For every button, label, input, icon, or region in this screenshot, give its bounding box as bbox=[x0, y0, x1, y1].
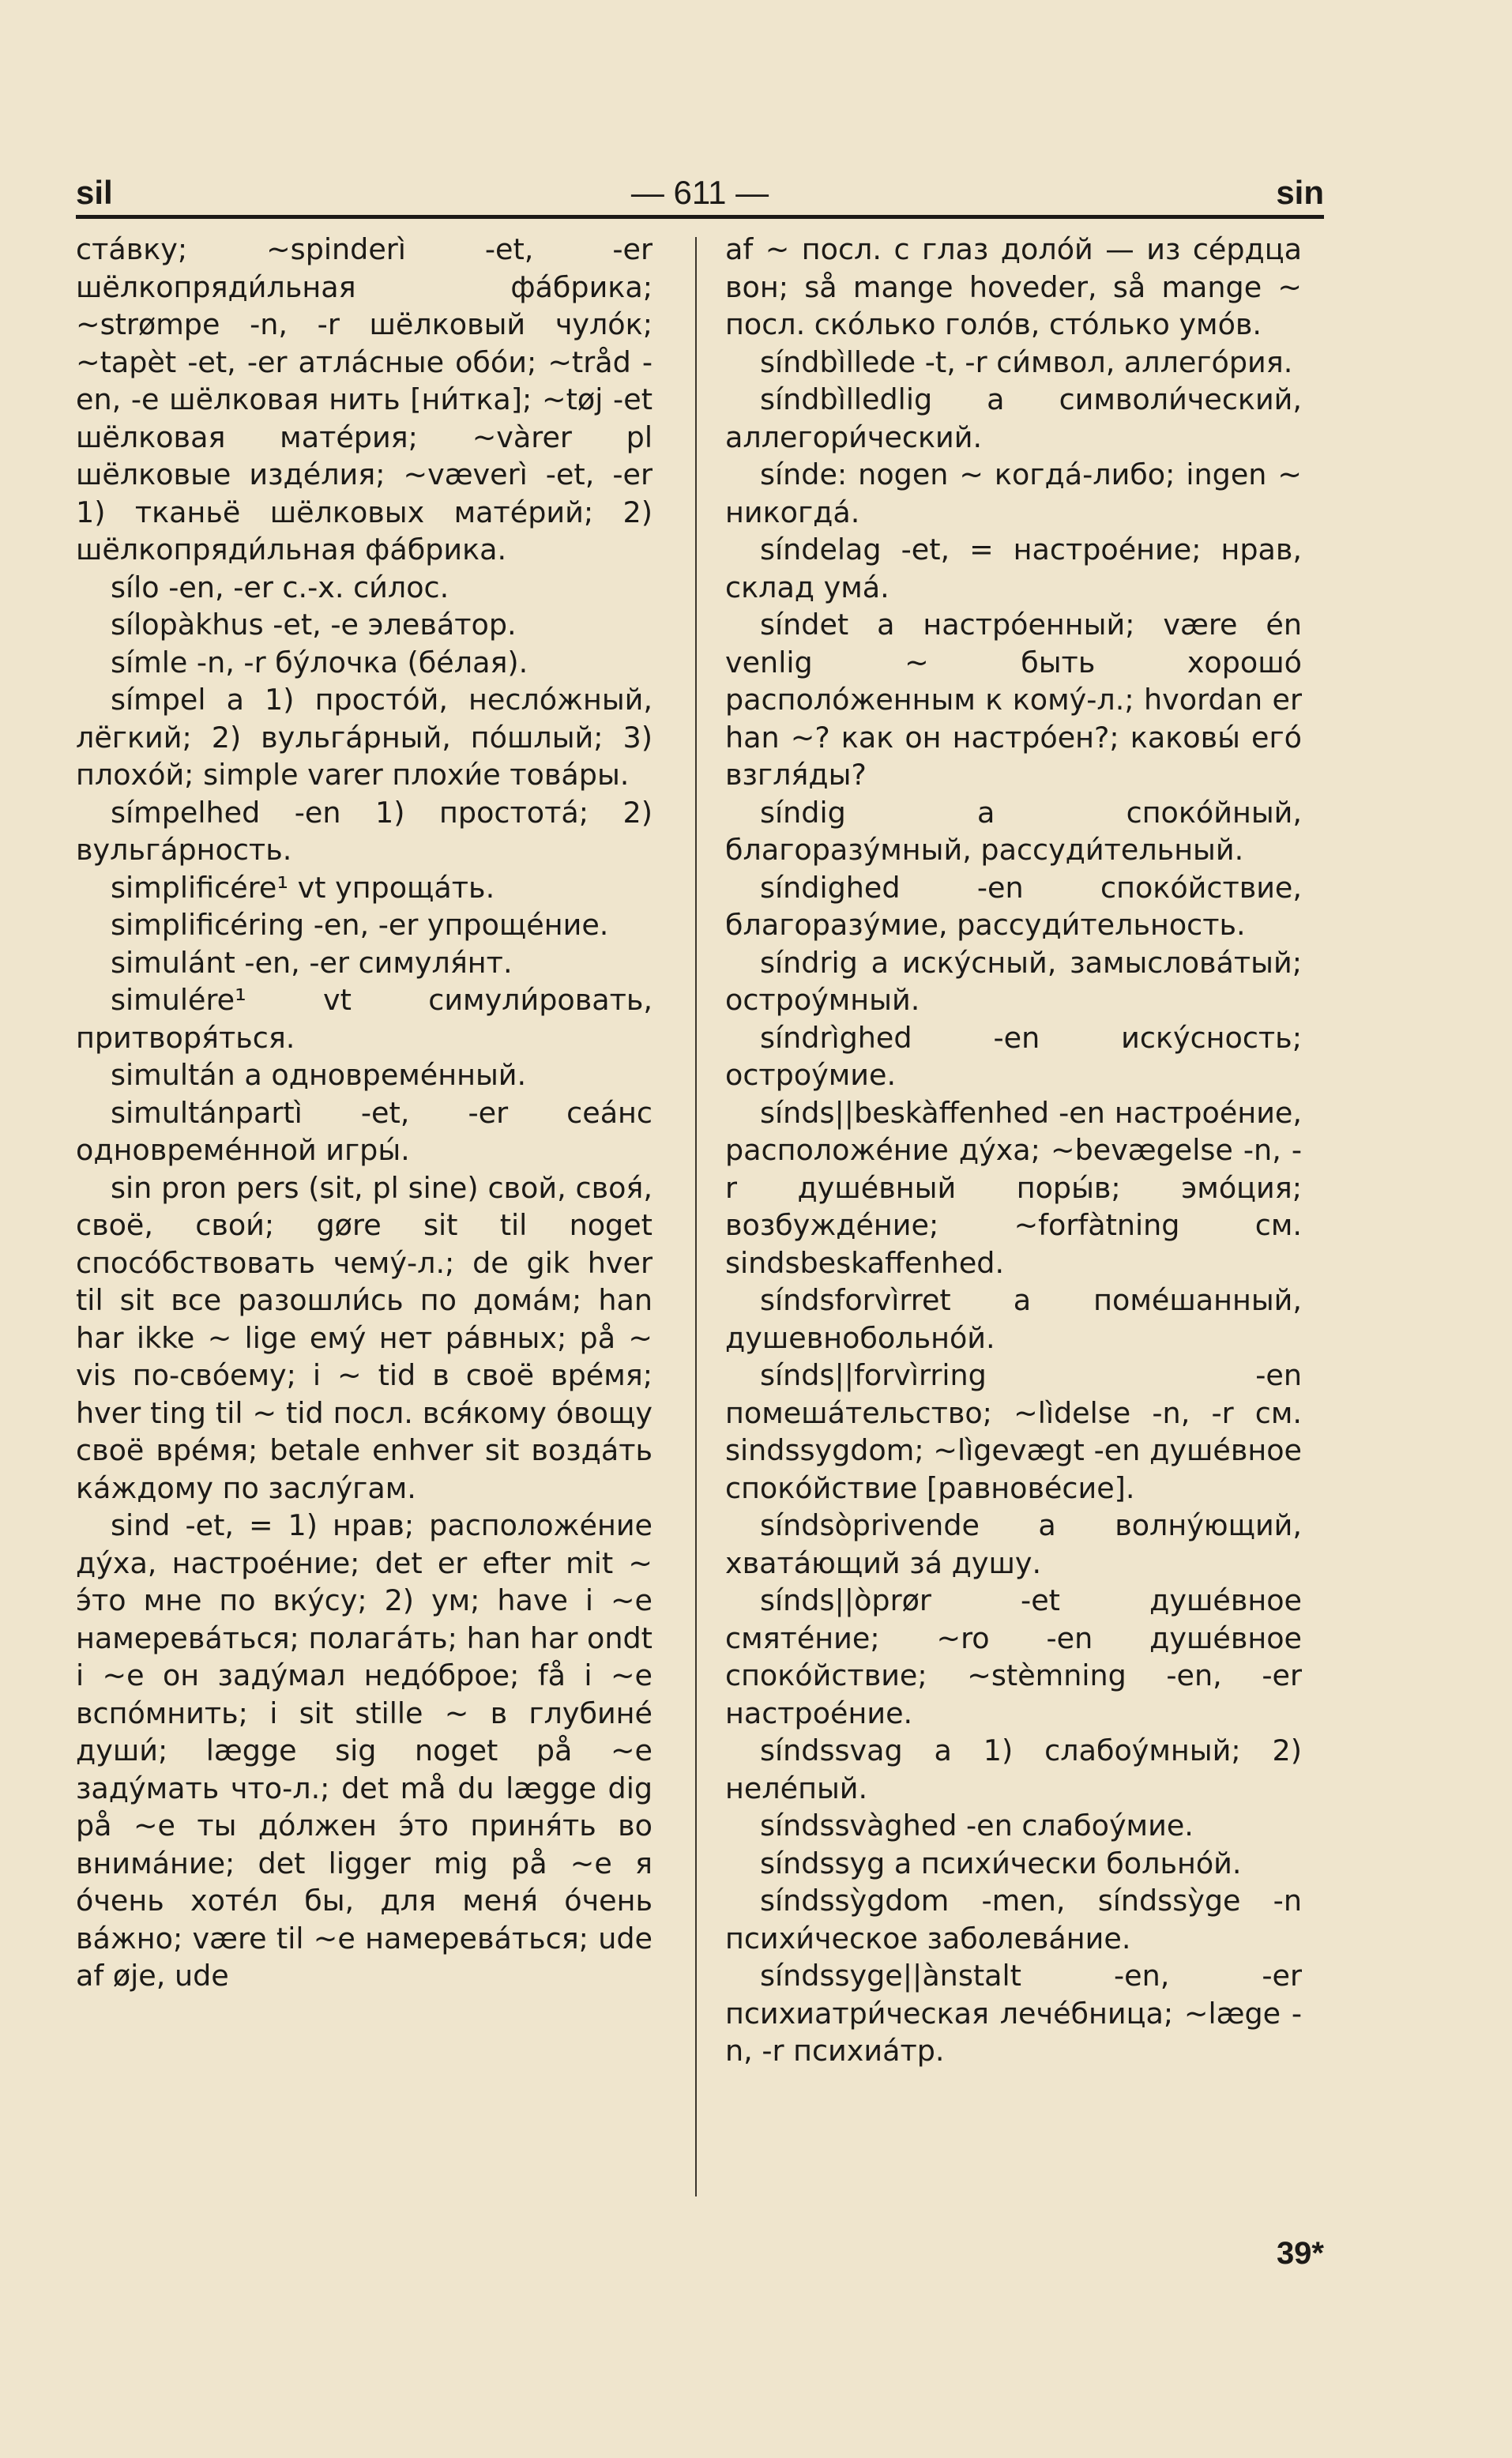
dictionary-entry: síndssyge||ànstalt -en, -er психиатри́ческая лече́бница; ~læge -n, -r психиа́тр. bbox=[725, 1959, 1302, 2068]
header-last-word: sin bbox=[1276, 174, 1324, 211]
dictionary-entry: síndet a настро́енный; være én venlig ~ быть хорошо́ располо́женным к кому́-л.; hvordan er han ~? как он настро́ен?; каковы́ его́ взгля́ды? bbox=[725, 608, 1302, 792]
dictionary-entry: síndbìlledlig a символи́ческий, аллегори́ческий. bbox=[725, 382, 1302, 454]
dictionary-entry: síndelag -et, = настрое́ние; нрав, склад ума́. bbox=[725, 533, 1302, 604]
dictionary-entry: simultán a одновреме́нный. bbox=[111, 1058, 527, 1092]
dictionary-entry: síndssvag a 1) слабоу́мный; 2) неле́пый. bbox=[725, 1733, 1302, 1805]
dictionary-entry: síndsòprivende a волну́ющий, хвата́ющий за́ душу. bbox=[725, 1508, 1302, 1580]
signature-mark: 39* bbox=[1276, 2236, 1324, 2271]
header-first-word: sil bbox=[76, 174, 113, 211]
dictionary-entry: simulánt -en, -er симуля́нт. bbox=[111, 945, 513, 980]
dictionary-entry: ста́вку; ~spinderì -et, -er шёлкопряди́льная фа́брика; ~strømpe -n, -r шёлковый чуло́к; ~tapèt -et, -er атла́сные обо́и; ~tråd -en, -e шёлковая нить [ни́тка]; ~tøj -et шёлковая мате́рия; ~vàrer pl шёлковые изде́лия; ~væverì -et, -er 1) тканьё шёлковых мате́рий; 2) шёлкопряди́льная фа́брика. bbox=[76, 232, 653, 567]
dictionary-entry: sínde: nogen ~ когда́-либо; ingen ~ никогда́. bbox=[725, 457, 1302, 529]
dictionary-entry: síndssỳgdom -men, síndssỳge -n психи́ческое заболева́ние. bbox=[725, 1884, 1302, 1955]
dictionary-entry: simplificéring -en, -er упроще́ние. bbox=[111, 908, 609, 942]
dictionary-entry: simultánpartì -et, -er сеа́нс одновреме́нной игры́. bbox=[76, 1095, 653, 1167]
dictionary-entry: sínds||òprør -et душе́вное смяте́ние; ~ro -en душе́вное споко́йствие; ~stèmning -en, -er настрое́ние. bbox=[725, 1583, 1302, 1730]
dictionary-entry: síndighed -en споко́йствие, благоразу́мие, рассуди́тельность. bbox=[725, 870, 1302, 942]
dictionary-entry: símpelhed -en 1) простота́; 2) вульга́рность. bbox=[76, 795, 653, 867]
left-column bbox=[76, 231, 653, 1995]
dictionary-entry: sínds||forvìrring -en помеша́тельство; ~lìdelse -n, -r см. sindssygdom; ~lìgevægt -en душе́вное споко́йствие [равнове́сие]. bbox=[725, 1358, 1302, 1505]
dictionary-entry: sínds||beskàffenhed -en настрое́ние, расположе́ние ду́ха; ~bevægelse -n, -r душе́вный поры́в; эмо́ция; возбужде́ние; ~forfàtning см. sindsbeskaffenhed. bbox=[725, 1095, 1302, 1280]
dictionary-entry: síndrig a иску́сный, замыслова́тый; остроу́мный. bbox=[725, 945, 1302, 1017]
dictionary-entry: síndig a споко́йный, благоразу́мный, рассуди́тельный. bbox=[725, 795, 1302, 867]
header-rule bbox=[76, 215, 1324, 219]
dictionary-entry: síndssvàghed -en слабоу́мие. bbox=[760, 1809, 1194, 1843]
dictionary-entry: sílo -en, -er с.-х. си́лос. bbox=[111, 570, 449, 604]
dictionary-entry: simulére¹ vt симули́ровать, притворя́ться. bbox=[76, 983, 653, 1055]
dictionary-entry: sin pron pers (sit, pl sine) свой, своя́, своё, свои́; gøre sit til noget спосо́бствовать чему́-л.; de gik hver til sit все разошли́сь по дома́м; han har ikke ~ lige ему́ нет ра́вных; på ~ vis по-сво́ему; i ~ tid в своё вре́мя; hver ting til ~ tid посл. вся́кому о́вощу своё вре́мя; betale enhver sit возда́ть ка́ждому по заслу́гам. bbox=[76, 1170, 653, 1505]
dictionary-entry: síndrìghed -en иску́сность; остроу́мие. bbox=[725, 1020, 1302, 1092]
page-number: — 611 — bbox=[630, 174, 769, 211]
dictionary-entry: simplificére¹ vt упроща́ть. bbox=[111, 870, 495, 905]
dictionary-entry: síndbìllede -t, -r си́мвол, аллего́рия. bbox=[760, 344, 1293, 379]
dictionary-entry: síndsforvìrret a поме́шанный, душевнобольно́й. bbox=[725, 1283, 1302, 1355]
dictionary-entry: sind -et, = 1) нрав; расположе́ние ду́ха, настрое́ние; det er efter mit ~ э́то мне по вку́су; 2) ум; have i ~e намерева́ться; полага́ть; han har ondt i ~e он заду́мал недо́брое; få i ~e вспо́мнить; i sit stille ~ в глубине́ души́; lægge sig noget på ~e заду́мать что-л.; det må du lægge dig på ~e ты до́лжен э́то приня́ть во внима́ние; det ligger mig på ~e я о́чень хоте́л бы, для меня́ о́чень ва́жно; være til ~e намерева́ться; ude af øje, ude bbox=[76, 1508, 653, 1993]
dictionary-entry: síndssyg a психи́чески больно́й. bbox=[760, 1846, 1242, 1880]
running-header bbox=[76, 172, 1324, 213]
column-divider bbox=[695, 237, 697, 2196]
dictionary-entry: símle -n, -r бу́лочка (бе́лая). bbox=[111, 645, 528, 679]
dictionary-entry: af ~ посл. с глаз доло́й — из се́рдца вон; så mange hoveder, så mange ~ посл. ско́лько голо́в, сто́лько умо́в. bbox=[725, 232, 1302, 341]
dictionary-entry: símpel a 1) просто́й, несло́жный, лёгкий; 2) вульга́рный, по́шлый; 3) плохо́й; simple varer плохи́е това́ры. bbox=[76, 683, 653, 792]
dictionary-entry: sílopàkhus -et, -e элева́тор. bbox=[111, 608, 517, 642]
right-column bbox=[725, 231, 1302, 2070]
